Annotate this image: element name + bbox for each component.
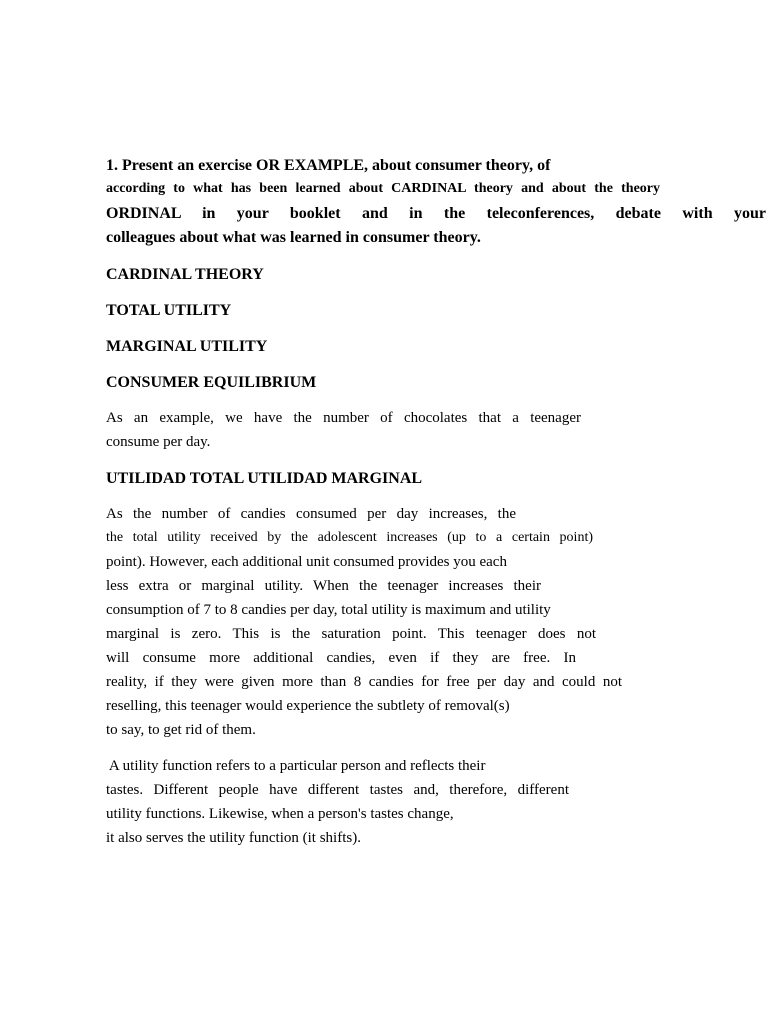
heading-marginal-utility: MARGINAL UTILITY bbox=[106, 338, 268, 355]
paragraph1-line: to say, to get rid of them. bbox=[106, 722, 256, 738]
example-line-1: As an example, we have the number of chocolates that a teenager bbox=[106, 410, 581, 426]
paragraph2-line: A utility function refers to a particular person and reflects their bbox=[106, 758, 486, 774]
heading-total-utility: TOTAL UTILITY bbox=[106, 302, 232, 319]
paragraph1-line: reselling, this teenager would experience the subtlety of removal(s) bbox=[106, 698, 510, 714]
paragraph1-line: will consume more additional candies, even if they are free. In bbox=[106, 650, 576, 666]
paragraph2-line: tastes. Different people have different tastes and, therefore, different bbox=[106, 782, 569, 798]
paragraph2-line: it also serves the utility function (it shifts). bbox=[106, 830, 361, 846]
heading-cardinal-theory: CARDINAL THEORY bbox=[106, 266, 264, 283]
example-line-2: consume per day. bbox=[106, 434, 211, 450]
paragraph2-line: utility functions. Likewise, when a person's tastes change, bbox=[106, 806, 454, 822]
heading-consumer-equilibrium: CONSUMER EQUILIBRIUM bbox=[106, 374, 317, 391]
paragraph1-line: the total utility received by the adolescent increases (up to a certain point) bbox=[106, 530, 593, 545]
heading-utilidad: UTILIDAD TOTAL UTILIDAD MARGINAL bbox=[106, 470, 423, 487]
question-line-4: colleagues about what was learned in consumer theory. bbox=[106, 229, 481, 246]
paragraph1-line: As the number of candies consumed per day increases, the bbox=[106, 506, 516, 522]
paragraph1-line: less extra or marginal utility. When the teenager increases their bbox=[106, 578, 541, 594]
paragraph1-line: point). However, each additional unit consumed provides you each bbox=[106, 554, 507, 570]
paragraph1-line: consumption of 7 to 8 candies per day, total utility is maximum and utility bbox=[106, 602, 551, 618]
paragraph1-line: reality, if they were given more than 8 candies for free per day and could not bbox=[106, 674, 622, 690]
question-line-1: 1. Present an exercise OR EXAMPLE, about consumer theory, of bbox=[106, 157, 551, 174]
question-line-2: according to what has been learned about CARDINAL theory and about the theory bbox=[106, 181, 660, 196]
paragraph1-line: marginal is zero. This is the saturation point. This teenager does not bbox=[106, 626, 596, 642]
question-line-3: ORDINAL in your booklet and in the teleconferences, debate with your bbox=[106, 205, 766, 222]
